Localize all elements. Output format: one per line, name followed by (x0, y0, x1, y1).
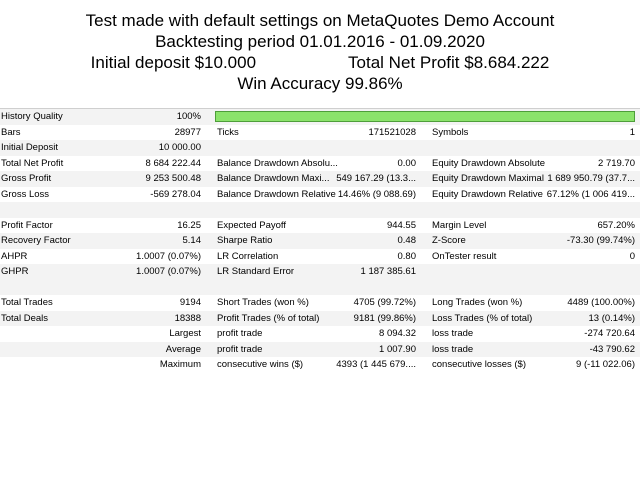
table-row (0, 326, 640, 342)
table-row (0, 233, 640, 249)
long-trades-value: 4489 (100.00%) (567, 297, 635, 308)
symbols-label: Symbols (432, 126, 469, 138)
recovery-factor-label: Recovery Factor (1, 235, 71, 246)
symbols-value: 1 (629, 126, 635, 138)
equity-dd-max-value: 1 689 950.79 (37.7... (547, 173, 635, 184)
ahpr-value: 1.0007 (0.07%) (136, 250, 201, 262)
expected-payoff-label: Expected Payoff (217, 219, 287, 231)
recovery-factor-value: 5.14 (182, 235, 201, 246)
header-settings-line: Test made with default settings on MetaQuotes Demo Account (85, 11, 555, 30)
average-profit-value: 1 007.90 (379, 343, 416, 355)
average-label: Average (165, 343, 201, 355)
report-header (0, 10, 640, 94)
header-win-accuracy: Win Accuracy 99.86% (237, 74, 403, 93)
sharpe-ratio-label: Sharpe Ratio (217, 235, 273, 246)
largest-label: Largest (169, 328, 201, 339)
table-row (0, 249, 640, 265)
ghpr-label: GHPR (1, 266, 29, 277)
lr-std-error-value: 1 187 385.61 (360, 266, 416, 277)
total-trades-value: 9194 (179, 297, 201, 308)
table-row (0, 125, 640, 141)
history-quality-bar (215, 111, 635, 122)
table-row (0, 140, 640, 156)
ticks-label: Ticks (217, 126, 239, 138)
max-consecutive-wins-value: 4393 (1 445 679.... (336, 359, 416, 370)
lr-correlation-value: 0.80 (397, 250, 416, 262)
table-row (0, 156, 640, 172)
header-initial-deposit: Initial deposit $10.000 (90, 53, 257, 72)
total-net-profit-label: Total Net Profit (1, 157, 64, 169)
short-trades-value: 4705 (99.72%) (353, 297, 416, 308)
balance-dd-rel-label: Balance Drawdown Relative (217, 188, 336, 200)
balance-dd-abs-label: Balance Drawdown Absolu... (217, 157, 338, 169)
table-row (0, 171, 640, 187)
max-consecutive-losses-value: 9 (-11 022.06) (576, 359, 635, 370)
header-total-net-profit: Total Net Profit $8.684.222 (348, 53, 550, 72)
table-row (0, 187, 640, 203)
table-spacer-row (0, 202, 640, 218)
largest-profit-value: 8 094.32 (379, 328, 416, 339)
profit-trades-value: 9181 (99.86%) (353, 312, 416, 324)
average-profit-label: profit trade (217, 343, 263, 355)
table-row (0, 311, 640, 327)
short-trades-label: Short Trades (won %) (217, 297, 309, 308)
bars-value: 28977 (174, 126, 201, 138)
expected-payoff-value: 944.55 (386, 219, 416, 231)
history-quality-label: History Quality (1, 111, 63, 122)
table-spacer-row (0, 280, 640, 296)
margin-level-value: 657.20% (597, 219, 635, 231)
total-deals-value: 18388 (174, 312, 201, 324)
equity-dd-max-label: Equity Drawdown Maximal (432, 173, 544, 184)
largest-loss-value: -274 720.64 (584, 328, 635, 339)
long-trades-label: Long Trades (won %) (432, 297, 523, 308)
header-period-line: Backtesting period 01.01.2016 - 01.09.2020 (155, 32, 485, 51)
table-row (0, 357, 640, 373)
table-row (0, 109, 640, 125)
header-deposit-profit-line (0, 52, 640, 73)
total-trades-label: Total Trades (1, 297, 53, 308)
equity-dd-abs-value: 2 719.70 (598, 157, 635, 169)
gross-loss-label: Gross Loss (1, 188, 50, 200)
profit-factor-value: 16.25 (177, 219, 201, 231)
gross-profit-label: Gross Profit (1, 173, 52, 184)
balance-dd-max-value: 549 167.29 (13.3... (336, 173, 416, 184)
largest-loss-label: loss trade (432, 328, 474, 339)
z-score-value: -73.30 (99.74%) (566, 235, 635, 246)
backtest-report-table (0, 109, 640, 373)
ticks-value: 171521028 (368, 126, 416, 138)
ontester-result-value: 0 (629, 250, 635, 262)
total-net-profit-value: 8 684 222.44 (145, 157, 201, 169)
ahpr-label: AHPR (1, 250, 28, 262)
average-loss-value: -43 790.62 (589, 343, 635, 355)
lr-correlation-label: LR Correlation (217, 250, 279, 262)
table-row (0, 264, 640, 280)
maximum-label: Maximum (159, 359, 201, 370)
table-row (0, 342, 640, 358)
ontester-result-label: OnTester result (432, 250, 497, 262)
equity-dd-rel-value: 67.12% (1 006 419... (546, 188, 635, 200)
loss-trades-value: 13 (0.14%) (588, 312, 635, 324)
lr-std-error-label: LR Standard Error (217, 266, 295, 277)
profit-factor-label: Profit Factor (1, 219, 53, 231)
initial-deposit-value: 10 000.00 (158, 142, 201, 153)
max-consecutive-wins-label: consecutive wins ($) (217, 359, 304, 370)
gross-profit-value: 9 253 500.48 (145, 173, 201, 184)
loss-trades-label: Loss Trades (% of total) (432, 312, 533, 324)
average-loss-label: loss trade (432, 343, 474, 355)
bars-label: Bars (1, 126, 21, 138)
equity-dd-rel-label: Equity Drawdown Relative (432, 188, 543, 200)
table-row (0, 295, 640, 311)
history-quality-value: 100% (176, 111, 201, 122)
sharpe-ratio-value: 0.48 (397, 235, 416, 246)
largest-profit-label: profit trade (217, 328, 263, 339)
gross-loss-value: -569 278.04 (150, 188, 201, 200)
margin-level-label: Margin Level (432, 219, 487, 231)
balance-dd-rel-value: 14.46% (9 088.69) (337, 188, 416, 200)
balance-dd-abs-value: 0.00 (397, 157, 416, 169)
total-deals-label: Total Deals (1, 312, 48, 324)
equity-dd-abs-label: Equity Drawdown Absolute (432, 157, 546, 169)
balance-dd-max-label: Balance Drawdown Maxi... (217, 173, 330, 184)
z-score-label: Z-Score (432, 235, 466, 246)
table-row (0, 218, 640, 234)
initial-deposit-label: Initial Deposit (1, 142, 59, 153)
profit-trades-label: Profit Trades (% of total) (217, 312, 320, 324)
ghpr-value: 1.0007 (0.07%) (136, 266, 201, 277)
max-consecutive-losses-label: consecutive losses ($) (432, 359, 526, 370)
